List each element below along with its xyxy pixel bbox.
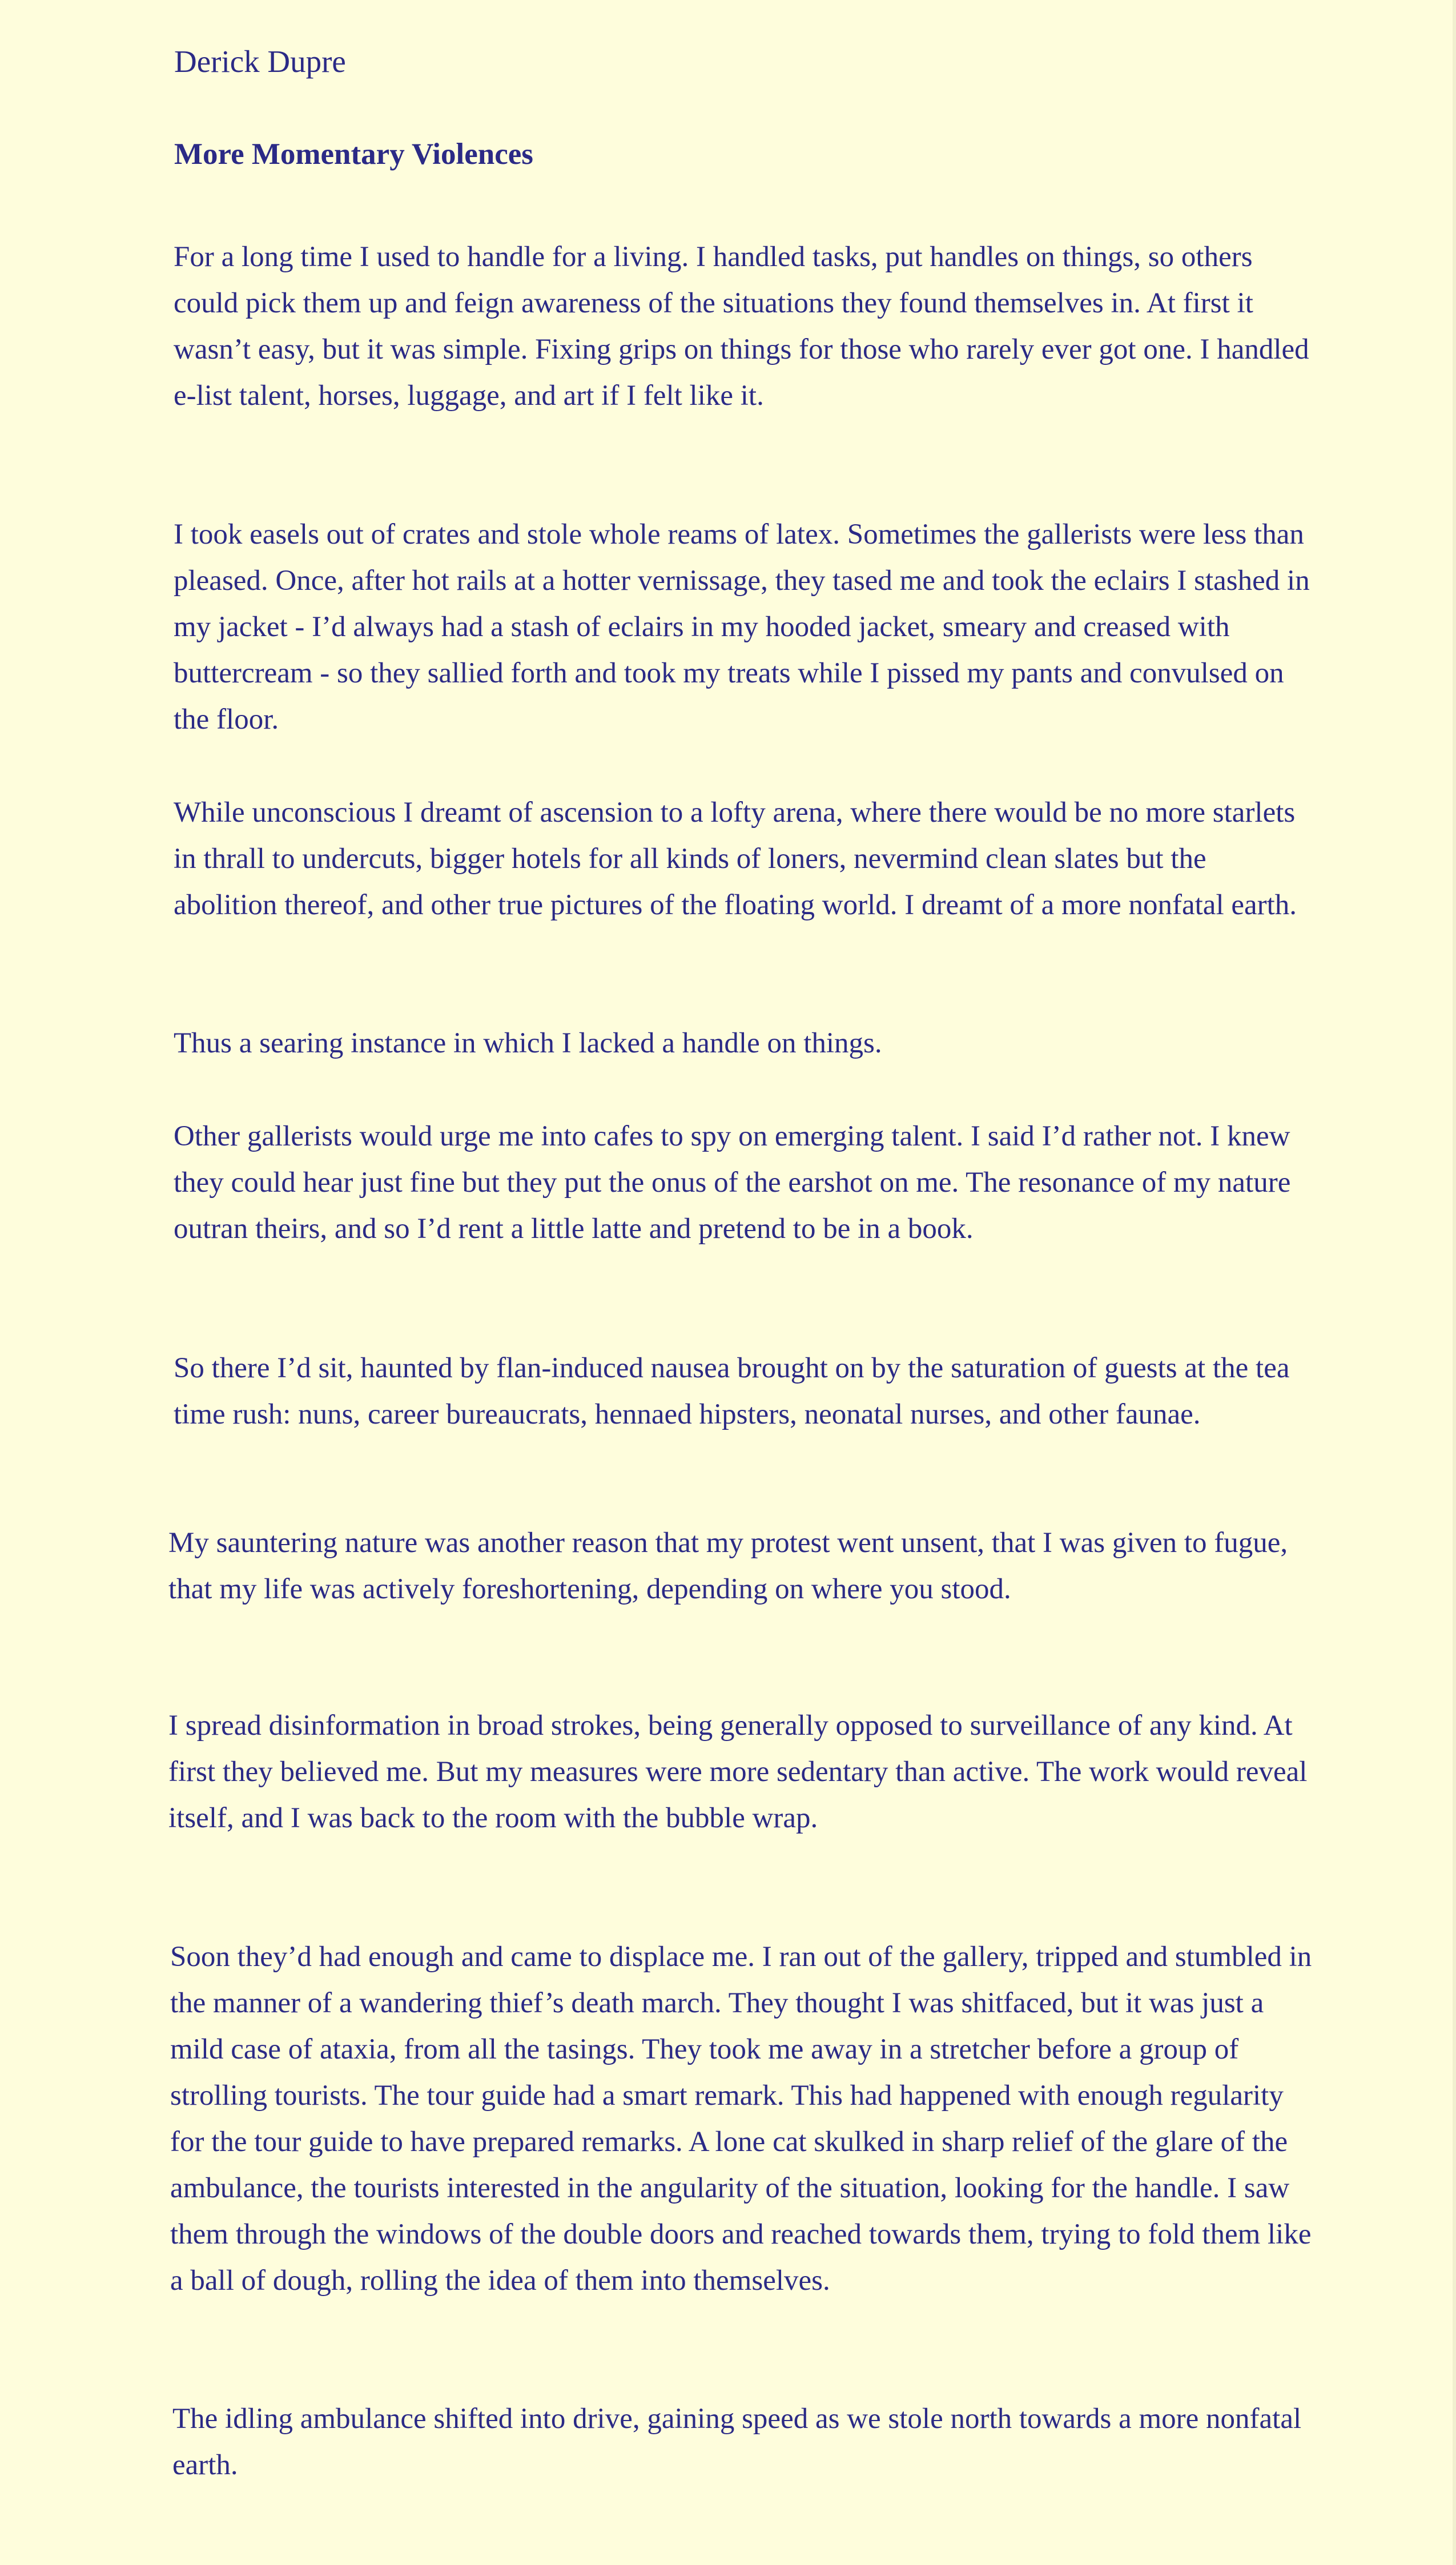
paragraph: So there I’d sit, haunted by flan-induced nausea brought on by the saturation of guests at the tea time rush: nuns, career bureaucrats, hennaed hipsters, neonatal nurses, and other faunae. — [174, 1352, 1290, 1430]
paragraph: Other gallerists would urge me into cafes to spy on emerging talent. I said I’d rather not. I knew they could hear just fine but they put the onus of the earshot on me. The resonance of my nature outran theirs, and so I’d rent a little latte and pretend to be in a book. — [174, 1120, 1291, 1245]
paragraph: For a long time I used to handle for a living. I handled tasks, put handles on things, so others could pick them up and feign awareness of the situations they found themselves in. At first it wasn’t easy, but it was simple. Fixing grips on things for those who rarely ever got one. I handled e-list talent, horses, luggage, and art if I felt like it. — [174, 241, 1309, 412]
document-title: More Momentary Violences — [174, 138, 533, 171]
paragraph: Soon they’d had enough and came to displace me. I ran out of the gallery, tripped and stumbled in the manner of a wandering thief’s death march. They thought I was shitfaced, but it was just a mild case of ataxia, from all the tasings. They took me away in a stretcher before a group of strolling tourists. The tour guide had a smart remark. This had happened with enough regularity for the tour guide to have prepared remarks. A lone cat skulked in sharp relief of the glare of the ambulance, the tourists interested in the angularity of the situation, looking for the handle. I saw them through the windows of the double doors and reached towards them, trying to fold them like a ball of dough, rolling the idea of them into themselves. — [170, 1941, 1312, 2297]
paragraph: While unconscious I dreamt of ascension to a lofty arena, where there would be no more starlets in thrall to undercuts, bigger hotels for all kinds of loners, nevermind clean slates but the abolition thereof, and other true pictures of the floating world. I dreamt of a more nonfatal earth. — [174, 797, 1297, 921]
paragraph: The idling ambulance shifted into drive, gaining speed as we stole north towards a more nonfatal earth. — [172, 2403, 1302, 2481]
author-name: Derick Dupre — [174, 44, 346, 79]
paragraph: I took easels out of crates and stole whole reams of latex. Sometimes the gallerists were less than pleased. Once, after hot rails at a hotter vernissage, they tased me and took the eclairs I stashed in my jacket - I’d always had a stash of eclairs in my hooded jacket, smeary and creased with buttercream - so they sallied forth and took my treats while I pissed my pants and convulsed on the floor. — [174, 518, 1310, 735]
paragraph: I spread disinformation in broad strokes, being generally opposed to surveillance of any kind. At first they believed me. But my measures were more sedentary than active. The work would reveal itself, and I was back to the room with the bubble wrap. — [168, 1710, 1308, 1834]
paragraph: Thus a searing instance in which I lacked a handle on things. — [174, 1027, 882, 1059]
paragraph: My sauntering nature was another reason that my protest went unsent, that I was given to fugue, that my life was actively foreshortening, depending on where you stood. — [168, 1527, 1288, 1605]
